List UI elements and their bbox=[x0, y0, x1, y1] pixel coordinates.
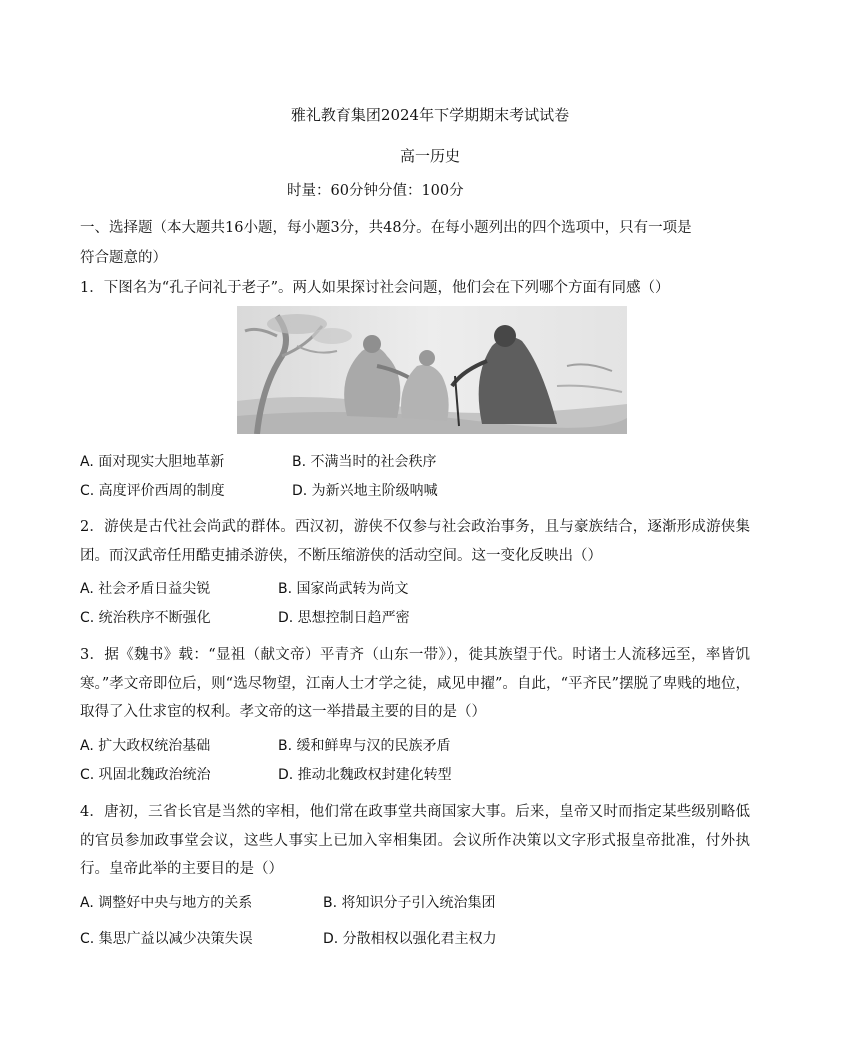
question-1-option-d: D. 为新兴地主阶级呐喊 bbox=[292, 483, 438, 499]
question-2-option-a: A. 社会矛盾日益尖锐 bbox=[80, 581, 211, 597]
question-4-option-b: B. 将知识分子引入统治集团 bbox=[323, 895, 496, 911]
question-2-option-d: D. 思想控制日趋严密 bbox=[278, 610, 410, 626]
question-3-option-c: C. 巩固北魏政治统治 bbox=[80, 767, 211, 783]
question-4-option-a: A. 调整好中央与地方的关系 bbox=[80, 895, 253, 911]
question-4-option-d: D. 分散相权以强化君主权力 bbox=[323, 931, 497, 947]
exam-subject: 高一历史 bbox=[399, 147, 460, 165]
question-2-option-c: C. 统治秩序不断强化 bbox=[80, 610, 211, 626]
question-1-option-a: A. 面对现实大胆地革新 bbox=[80, 454, 225, 470]
question-2-stem: 2．游侠是古代社会尚武的群体。西汉初，游侠不仅参与社会政治事务，且与豪族结合，逐渐形成游侠集团。而汉武帝任用酷吏捕杀游侠，不断压缩游侠的活动空间。这一变化反映出（） bbox=[80, 519, 750, 564]
question-4-stem: 4．唐初，三省长官是当然的宰相，他们常在政事堂共商国家大事。后来，皇帝又时而指定某些级别略低的官员参加政事堂会议，这些人事实上已加入宰相集团。会议所作决策以文字形式报皇帝批准，付外执行。皇帝此举的主要目的是（） bbox=[80, 804, 750, 877]
question-1-stem: 1．下图名为“孔子问礼于老子”。两人如果探讨社会问题，他们会在下列哪个方面有同感（） bbox=[80, 280, 670, 296]
question-3-option-b: B. 缓和鲜卑与汉的民族矛盾 bbox=[278, 738, 451, 754]
question-3-option-d: D. 推动北魏政权封建化转型 bbox=[278, 767, 452, 783]
question-2-option-b: B. 国家尚武转为尚文 bbox=[278, 581, 409, 597]
section-heading-line2: 符合题意的） bbox=[80, 250, 167, 266]
question-4-option-c: C. 集思广益以减少决策失误 bbox=[80, 931, 253, 947]
ink-painting-icon bbox=[237, 306, 627, 434]
exam-meta: 时量：60分钟分值：100分 bbox=[287, 183, 464, 199]
question-1-option-b: B. 不满当时的社会秩序 bbox=[292, 454, 437, 470]
section-heading-line1: 一、选择题（本大题共16小题，每小题3分，共48分。在每小题列出的四个选项中，只有一项是 bbox=[80, 220, 692, 236]
question-3-stem: 3．据《魏书》载：“显祖（献文帝）平青齐（山东一带》），徙其族望于代。时诸士人流移远至，率皆饥寒。”孝文帝即位后，则“选尽物望，江南人士才学之徒，咸见申擢”。自此，“平齐民”摆脱了卑贱的地位，取得了入仕求宦的权利。孝文帝的这一举措最主要的目的是（） bbox=[80, 647, 750, 720]
question-1-option-c: C. 高度评价西周的制度 bbox=[80, 483, 225, 499]
exam-title: 雅礼教育集团2024年下学期期末考试试卷 bbox=[290, 106, 570, 124]
question-3-option-a: A. 扩大政权统治基础 bbox=[80, 738, 211, 754]
